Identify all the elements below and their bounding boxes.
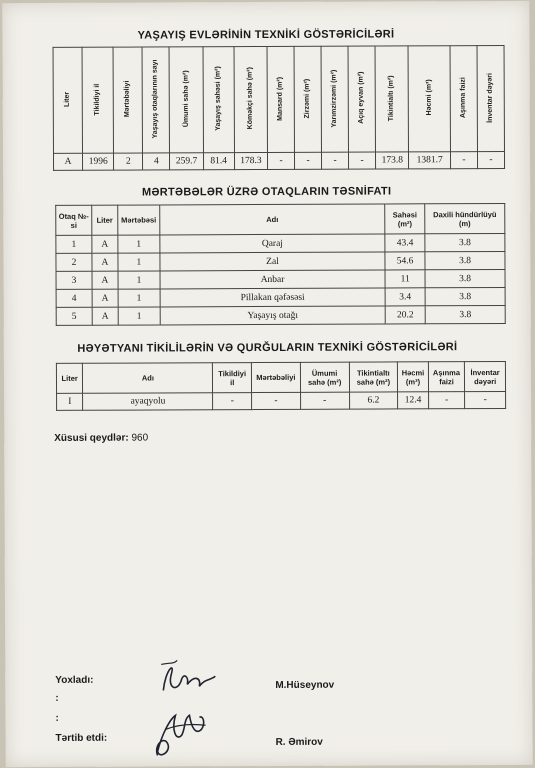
table-header-row (56, 203, 505, 235)
table-cell: 1 (56, 235, 92, 253)
table-cell: - (213, 393, 252, 410)
table-cell: - (252, 392, 301, 409)
table-cell: 3.8 (425, 287, 505, 305)
header-cell: Həcmi (m³) (398, 362, 429, 392)
table-cell: 1 (118, 307, 160, 325)
special-notes-label: Xüsusi qeydlər: (54, 432, 129, 444)
section3-title: HƏYƏTYANI TİKİLİLƏRİN VƏ QURĞULARIN TEXNİKİ GÖSTƏRİCİLƏRİ (77, 341, 458, 355)
table-cell: - (428, 392, 465, 409)
header-cell: Ümumi sahə (m²) (182, 70, 190, 128)
header-cell: Yaşayış sahəsi (m²) (214, 66, 222, 132)
table-cell: 1 (118, 289, 160, 307)
table-cell: 20.2 (385, 306, 425, 324)
checked-by-name: M.Hüseynov (275, 679, 335, 691)
colon-mark: : (55, 712, 59, 724)
table-row (56, 251, 505, 271)
header-cell: Otaq №-si (56, 205, 92, 235)
table-cell: - (450, 152, 477, 169)
signature-checked (155, 652, 225, 700)
table-cell: 3.8 (425, 233, 505, 251)
table-cell: Pillakan qəfəsəsi (160, 288, 385, 307)
signature-prepared (145, 705, 215, 765)
header-cell: Adı (160, 204, 385, 235)
table-cell: 3.4 (385, 288, 425, 306)
checked-by-label: Yoxladı: (55, 674, 94, 686)
header-cell: Ümumi sahə (m²) (300, 362, 349, 392)
table-cell: 2 (56, 253, 92, 271)
table-row (56, 269, 505, 289)
special-notes-value: 960 (131, 432, 149, 444)
table-cell: Anbar (160, 270, 385, 289)
table-cell: 12.4 (398, 392, 429, 409)
document-page (2, 1, 532, 767)
table-cell: - (268, 152, 295, 169)
auxiliary-structures-table (56, 361, 506, 411)
header-cell: Aşınma faizi (428, 362, 465, 392)
table-cell: - (349, 152, 376, 169)
header-cell: Mərtəbəliyi (251, 362, 300, 392)
table-header-row (56, 361, 505, 393)
table-row (56, 233, 505, 253)
table-header-row (53, 45, 504, 153)
table-cell: 1996 (83, 153, 114, 170)
section1-title: YAŞAYIŞ EVLƏRİNİN TEXNİKİ GÖSTƏRİCİLƏRİ (137, 28, 395, 42)
header-cell: Köməkçi sahə (m²) (246, 67, 254, 130)
table-cell: A (92, 271, 118, 289)
table-cell: 1 (118, 235, 160, 253)
table-cell: 11 (385, 270, 425, 288)
table-cell: 81.4 (203, 153, 234, 170)
header-cell: Həcmi (m³) (425, 79, 433, 116)
header-cell: Yaşayış otaqlarının sayı (151, 59, 160, 139)
table-cell: 3.8 (425, 305, 505, 323)
header-cell: Mərtəbəsi (118, 205, 160, 235)
header-cell: İnventar dəyəri (465, 361, 506, 391)
header-cell: Liter (56, 363, 83, 393)
header-cell: Liter (92, 205, 118, 235)
table-cell: I (57, 393, 83, 410)
table-cell: - (477, 151, 504, 168)
table-cell: - (465, 391, 506, 408)
table-cell: A (92, 289, 118, 307)
header-cell: İnventar dəyəri (486, 72, 494, 123)
table-cell: 2 (114, 153, 143, 170)
header-cell: Adı (83, 363, 213, 394)
table-cell: 3.8 (425, 251, 505, 269)
table-cell: 3 (56, 271, 92, 289)
header-cell: Tikintialtı (m²) (387, 75, 396, 121)
table-row (53, 151, 504, 170)
table-cell: 259.7 (170, 153, 203, 170)
table-row (57, 391, 506, 410)
table-cell: 43.4 (385, 234, 425, 252)
header-cell: Tikildiyi il (213, 363, 252, 393)
table-cell: 3.8 (425, 269, 505, 287)
table-cell: 4 (56, 289, 92, 307)
header-cell: Liter (63, 91, 71, 107)
rooms-by-floor-table (55, 203, 506, 326)
header-cell: Açıq eyvan (m²) (357, 72, 365, 125)
table-row (56, 305, 505, 325)
special-notes (54, 433, 148, 444)
table-cell: Zal (160, 252, 385, 271)
table-cell: 4 (143, 153, 170, 170)
table-cell: A (92, 253, 118, 271)
prepared-by-name: R. Əmirov (275, 736, 323, 748)
table-cell: - (322, 152, 349, 169)
table-cell: 54.6 (385, 252, 425, 270)
table-cell: 173.8 (376, 152, 409, 169)
table-row (56, 287, 505, 307)
table-cell: A (92, 235, 118, 253)
residential-indicators-table (53, 45, 506, 171)
table-cell: ayaqyolu (83, 393, 213, 411)
header-cell: Mərtəbəliyi (123, 80, 132, 118)
table-cell: Qaraj (160, 234, 385, 253)
table-cell: 5 (56, 307, 92, 325)
header-cell: Tikintialtı sahə (m²) (349, 362, 398, 392)
colon-mark: : (55, 692, 59, 704)
header-cell: Mansard (m²) (276, 76, 284, 121)
table-cell: A (53, 153, 82, 170)
table-cell: 1381.7 (409, 152, 451, 169)
table-cell: 1 (118, 271, 160, 289)
header-cell: Yarımzirzəmi (m²) (330, 69, 338, 128)
table-cell: 1 (118, 253, 160, 271)
table-cell: 178.3 (234, 152, 267, 169)
table-cell: 6.2 (349, 392, 398, 409)
header-cell: Daxili hündürlüyü (m) (425, 203, 505, 233)
table-cell: - (295, 152, 322, 169)
table-cell: - (300, 392, 349, 409)
header-cell: Zirzəmi (m²) (303, 78, 311, 119)
section2-title: MƏRTƏBƏLƏR ÜZRƏ OTAQLARIN TƏSNİFATI (141, 185, 392, 199)
table-cell: A (92, 307, 118, 325)
header-cell: Aşınma faizi (459, 77, 467, 119)
prepared-by-label: Tərtib etdi: (55, 732, 108, 744)
header-cell: Sahəsi (m²) (385, 204, 425, 234)
table-cell: Yaşayış otağı (160, 306, 385, 325)
header-cell: Tikildiyi il (93, 83, 101, 116)
